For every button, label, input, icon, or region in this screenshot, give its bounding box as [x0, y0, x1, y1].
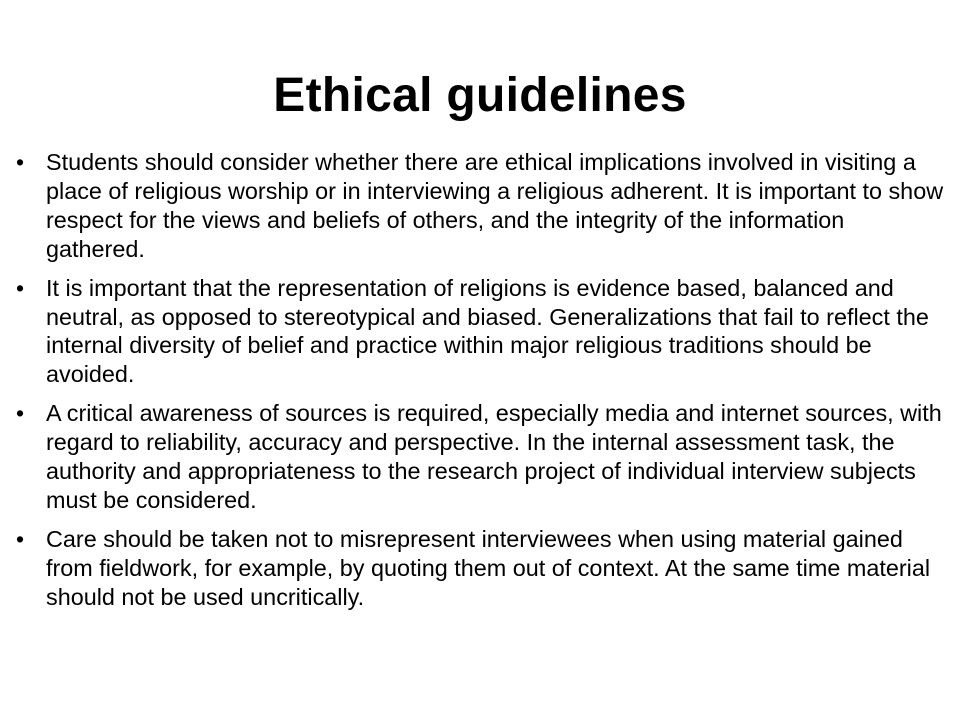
bullet-icon: • [16, 274, 25, 301]
bullet-list [0, 148, 960, 622]
bullet-text: Care should be taken not to misrepresent interviewees when using material gained from fieldwork, for example, by quoting them out of context. At the same time material should not be used uncritically. [46, 525, 931, 610]
bullet-item-ethical-implications [0, 148, 960, 264]
bullet-item-sources [0, 399, 960, 515]
bullet-icon: • [16, 149, 25, 175]
bullet-item-representation [0, 274, 960, 390]
slide-title: Ethical guidelines [273, 69, 687, 122]
bullet-icon: • [16, 525, 25, 552]
bullet-text: A critical awareness of sources is required, especially media and internet sources, with regard to reliability, accuracy and perspective. In the internal assessment task, the authority and appropriateness to the research project of individual interview subjects must be considered. [46, 400, 942, 513]
bullet-text: It is important that the representation of religions is evidence based, balanced and neutral, as opposed to stereotypical and biased. Generalizations that fail to reflect the internal diversity of belief and practice within major religious traditions should be avoided. [46, 274, 929, 388]
bullet-item-interviewees [0, 525, 960, 612]
bullet-icon: • [16, 400, 25, 427]
bullet-text: Students should consider whether there are ethical implications involved in visiting a place of religious worship or in interviewing a religious adherent. It is important to show respect for the views and beliefs of others, and the integrity of the information gathered. [46, 149, 944, 262]
